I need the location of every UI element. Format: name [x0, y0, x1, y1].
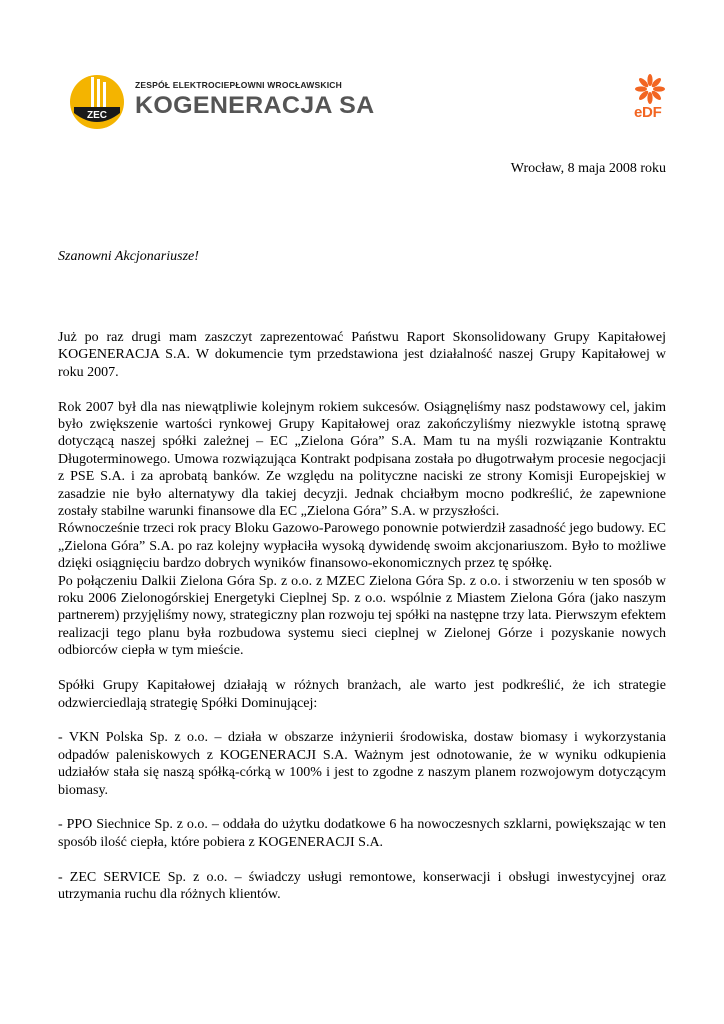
- zec-logo-text: ZEC: [87, 110, 107, 121]
- paragraph: Równocześnie trzeci rok pracy Bloku Gazowo-Parowego ponownie potwierdził zasadność jego budowy. EC „Zielona Góra” S.A. po raz kolejny wypłaciła wysoką dywidendę swoim akcjonariuszom. Było to możliwe dzięki osiągnięciu bardzo dobrych wyników finansowo-ekonomicznych przez tę spółkę.: [58, 521, 666, 572]
- letter-body: [58, 329, 666, 903]
- paragraph: Już po raz drugi mam zaszczyt zaprezentować Państwu Raport Skonsolidowany Grupy Kapitałowej KOGENERACJA S.A. W dokumencie tym przedstawiona jest działalność naszej Grupy Kapitałowej w roku 2007.: [58, 330, 666, 380]
- zec-logo-icon: [68, 73, 126, 131]
- list-item: - PPO Siechnice Sp. z o.o. – oddała do użytku dodatkowe 6 ha nowoczesnych szklarni, powiększając w ten sposób ilość ciepła, które pobiera z KOGENERACJI S.A.: [58, 817, 666, 850]
- company-name: KOGENERACJA SA: [135, 92, 375, 119]
- date-line: Wrocław, 8 maja 2008 roku: [510, 161, 666, 176]
- salutation: Szanowni Akcjonariusze!: [58, 249, 199, 264]
- paragraph: Spółki Grupy Kapitałowej działają w różnych branżach, ale warto jest podkreślić, że ich strategie odzwierciedlają strategię Spółki Dominującej:: [58, 678, 666, 711]
- paragraph: Rok 2007 był dla nas niewątpliwie kolejnym rokiem sukcesów. Osiągnęliśmy nasz podstawowy cel, jakim było zwiększenie wartości rynkowej Grupy Kapitałowej oraz zakończyliśmy niezwykle istotną sprawę dotyczącą naszej spółki zależnej – EC „Zielona Góra” S.A. Mam tu na myśli rozwiązanie Kontraktu Długoterminowego. Umowa rozwiązująca Kontrakt podpisana została po długotrwałym procesie negocjacji z PSE S.A. i za aprobatą banków. Ze względu na polityczne naciski ze strony Komisji Europejskiej w zasadzie nie było alternatywy dla takiej decyzji. Jednak chciałbym mocno podkreślić, że zapewnione zostały stabilne warunki finansowe dla EC „Zielona Góra” S.A. w przyszłości.: [58, 399, 666, 520]
- paragraph: Po połączeniu Dalkii Zielona Góra Sp. z o.o. z MZEC Zielona Góra Sp. z o.o. i stworzeniu w ten sposób w roku 2006 Zielonogórskiej Energetyki Cieplnej Sp. z o.o. wspólnie z Miastem Zielona Góra (jako naszym partnerem) przyjęliśmy nowy, strategiczny plan rozwoju tej spółki na następne trzy lata. Pierwszym efektem realizacji tego planu była rozbudowa systemu sieci cieplnej w Zielonej Górze i pozyskanie nowych odbiorców ciepła w tym mieście.: [58, 573, 666, 659]
- company-brand: [135, 80, 374, 121]
- company-subtitle: ZESPÓŁ ELEKTROCIEPŁOWNI WROCŁAWSKICH: [135, 80, 342, 90]
- list-item: - VKN Polska Sp. z o.o. – działa w obszarze inżynierii środowiska, dostaw biomasy i wykorzystania odpadów paleniskowych z KOGENERACJI S.A. Ważnym jest odnotowanie, że w wyniku odkupienia udziałów stała się naszą spółką-córką w 100% i jest to zgodne z naszym planem rozwojowym dotyczącym biomasy.: [58, 730, 666, 798]
- list-item: - ZEC SERVICE Sp. z o.o. – świadczy usługi remontowe, konserwacji i obsługi inwestycyjnej oraz utrzymania ruchu dla różnych klientów.: [58, 869, 666, 902]
- edf-logo-text: eDF: [634, 104, 662, 121]
